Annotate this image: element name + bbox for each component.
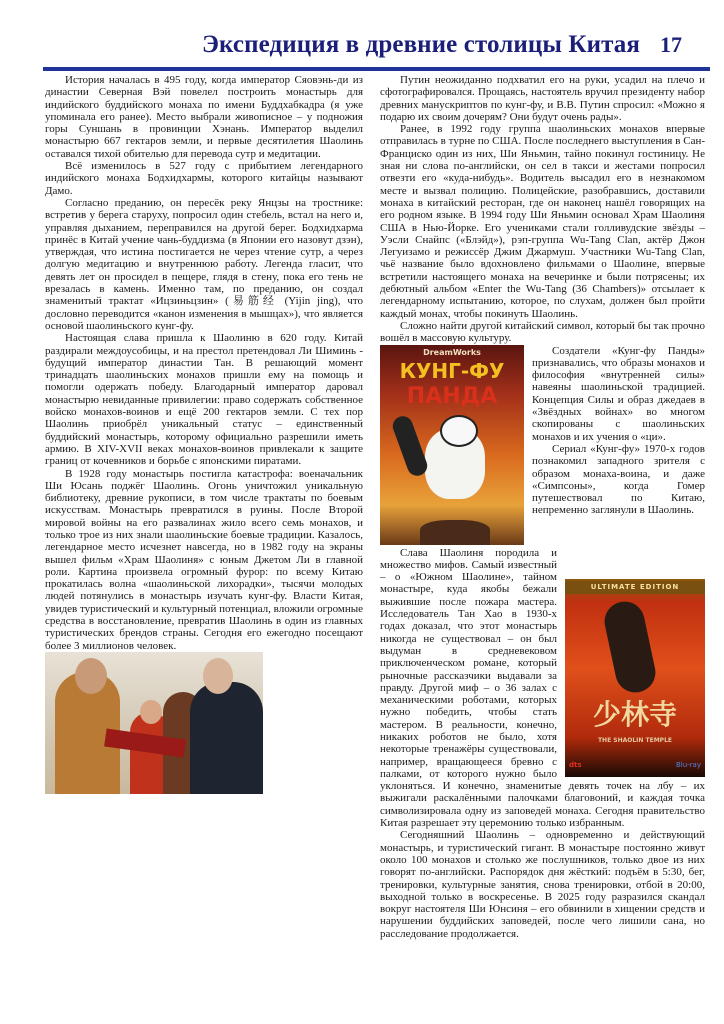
- president-figure: [190, 682, 263, 794]
- paragraph: Настоящая слава пришла к Шаолиню в 620 году. Китай раздирали междоусобицы, и на престол претендовал Ли Шиминь - будущий император династии Тан. В решающий момент тринадцать шаолиньских монахов пришли ему на помощь и помогли одержать победу. Благодарный император даровал монастырю невиданные привилегии: право содержать собственное войско монахов-воинов и ещё 200 гектаров земли. С тех пор Шаолинь приобрёл уникальный статус – единственный буддийский монастырь, которому официально разрешили иметь армию. В XIV-XVII веках монахов-воинов привлекали к защите границ от кочевников и борьбе с японскими пиратами.: [45, 332, 363, 468]
- child-head: [140, 700, 162, 724]
- dts-logo: dts: [569, 760, 582, 769]
- left-column: [45, 74, 363, 796]
- poster-title-chinese: 少林寺: [592, 697, 677, 731]
- paragraph: Согласно преданию, он пересёк реку Янцзы на тростнике: встретив у берега старуху, попросил один стебель, встал на него и, управляя дыханием, переправился на другой берег. Бодхидхарма принёс в Китай учение чань-буддизма (в Японии его назовут дзэн), утверждая, что истина постигается не через чтение сутр, а через долгую медитацию и внутреннюю работу. Легенда гласит, что девять лет он просидел в пещере, глядя в стену, пока его тень не врезалась в камень. Именно там, по преданию, он создал знаменитый трактат «Ицзиньцзин» (易筋经 (Yijin jing), что дословно переводится «канон изменения в мышцах»), что является основой шаолиньского кунг-фу.: [45, 196, 363, 332]
- paragraph: В 1928 году монастырь постигла катастрофа: военачальник Ши Юсань поджёг Шаолинь. Огонь уничтожил уникальную библиотеку, древние рукописи, в том числе трактаты по боевым искусствам. Монастырь превратился в руины. После Второй мировой войны на его развалинах жило всего семь монахов, и только трое из них знали шаолиньские боевые традиции. Казалось, легендарное место исчезнет навсегда, но в 1982 году на экраны вышел фильм «Храм Шаолиня» с юным Джетом Ли в главной роли. Картина произвела огромный фурор: по всему Китаю прокатилась волна «шаолиньской лихорадки», тысячи молодых людей потянулись в монастырь изучать кунг-фу. Власти Китая, увидев туристический и культурный потенциал, вложили огромные средства в восстановление, превратив Шаолинь в один из главных туристических брендов страны. Сегодня его ежегодно посещают более 3 миллионов человек.: [45, 467, 363, 652]
- poster-subtitle: THE SHAOLIN TEMPLE: [597, 736, 673, 744]
- kung-fu-panda-poster: [380, 345, 524, 545]
- paragraph: Путин неожиданно подхватил его на руки, усадил на плечо и сфотографировался. Прощаясь, настоятель вручил президенту набор древних манускриптов по кунг-фу, и В.В. Путин спросил: «Можно я подарю их своим дочерям? Они будут очень рады».: [380, 74, 705, 123]
- shaolin-temple-poster: [565, 579, 705, 777]
- rock: [420, 520, 490, 545]
- paragraph: Слава Шаолиня породила и множество мифов. Самый известный – о «Южном Шаолине», тайном монастыре, куда якобы бежали выжившие после пожара мастера. Исследователь Тан Хао в 1930-х годах доказал, что этот монастырь никогда не существовал – он был выдуман в средневековом приключенческом романе, который рыночные рассказчики выдавали за правду. Другой миф – о 36 залах с механическими роботами, которых нужно победить, чтобы стать мастером. В реальности, конечно, никаких роботов не было, хотя некоторые тренажёры существовали, например, вращающееся бревно с палками, от которого нужно было уклоняться. И конечно, знаменитые девять точек на лбу – их выжигали раскалёнными палочками благовоний, и каждая точка символизировала одну из заповедей монаха. Сегодня правительство Китая разрешает эту церемонию только избранным.: [380, 546, 705, 830]
- paragraph: Сложно найти другой китайский символ, который бы так прочно вошёл в массовую культуру.: [380, 319, 705, 345]
- panda-leg: [390, 413, 430, 478]
- poster-title-line1: КУНГ-ФУ: [399, 358, 505, 383]
- bluray-logo: Blu-ray: [675, 760, 701, 769]
- poster-edition: ULTIMATE EDITION: [565, 581, 705, 594]
- paragraph: История началась в 495 году, когда император Сяовэнь-ди из династии Северная Вэй повелел построить монастырь для индийского буддийского монаха по имени Буддхабкадра (я уже упоминала его ранее). Место выбрали живописное – у подножия горы Суншань в провинции Хэнань. Император выделил монастырю 667 гектаров земли, и первые десятилетия Шаолинь оставался тихой обителью для перевода сутр и медитации.: [45, 74, 363, 160]
- president-head: [203, 658, 233, 694]
- fighter-figure: [601, 598, 659, 696]
- poster-title-line2: ПАНДА: [406, 383, 498, 409]
- poster-brand: DreamWorks: [423, 347, 481, 357]
- paragraph: Всё изменилось в 527 году с прибытием легендарного индийского монаха Бодхидхармы, которого китайцы называют Дамо.: [45, 160, 363, 197]
- photo-putin-with-monks: [45, 652, 263, 794]
- right-column: [380, 74, 705, 940]
- paragraph: Сериал «Кунг-фу» 1970-х годов познакомил западного зрителя с образом монаха-воина, и даже «Симпсоны», когда Гомер путешествовал по Китаю, непременно заглянули в Шаолинь.: [532, 442, 705, 517]
- panda-head: [440, 415, 478, 447]
- header-divider: [43, 67, 710, 71]
- page-number: 17: [660, 32, 682, 57]
- page-title: Экспедиция в древние столицы Китая: [201, 31, 640, 58]
- paragraph: Создатели «Кунг-фу Панды» признавались, что образы монахов и философия «внутренней силы» навеяны шаолиньской традицией. Концепция Силы и образ джедаев в «Звёздных войнах» во многом скопированы с шаолиньских монахов и их учения о «ци».: [532, 344, 705, 443]
- monk-head: [75, 658, 107, 694]
- paragraph: Сегодняшний Шаолинь – одновременно и действующий монастырь, и туристический гигант. В монастыре постоянно живут около 100 монахов и столько же послушников, только двое из них говорят по-английски. Распорядок дня жёсткий: подъём в 5:30, бег, тренировки, культурные занятия, снова тренировки, отбой в 20:00, выходной только в воскресенье. В 2025 году разразился скандал вокруг настоятеля Ши Юнсиня – его обвинили в хищении средств и нарушении буддийских заповедей, после чего лишили сана, но расследование продолжается.: [380, 829, 705, 940]
- paragraph: Ранее, в 1992 году группа шаолиньских монахов впервые отправилась в турне по США. После последнего выступления в Сан-Франциско один из них, Ши Яньмин, тайно покинул гостиницу. Не зная ни слова по-английски, он сел в такси и жестами попросил отвезти его «куда-нибудь». Водитель высадил его в незнакомом месте и вызвал полицию. Полицейские, разобравшись, доставили монаха в китайский ресторан, где он наконец нашёл говорящих на его родном языке. В 1994 году Ши Яньмин основал Храм Шаолиня США в Нью-Йорке. Его учениками стали голливудские звёзды – Уэсли Снайпс («Блэйд»), рэп-группа Wu-Tang Clan, актёр Джон Легуизамо и режиссёр Джим Джармуш. Участники Wu-Tang Clan, чьё название было вдохновлено фильмами о Шаолине, впервые встретили настоящего монаха на вечеринке и были потрясены; их дебютный альбом «Enter the Wu-Tang (36 Chambers)» отсылает к легендарному испытанию, которое, по слухам, должен был пройти каждый монах, чтобы покинуть Шаолинь.: [380, 123, 705, 320]
